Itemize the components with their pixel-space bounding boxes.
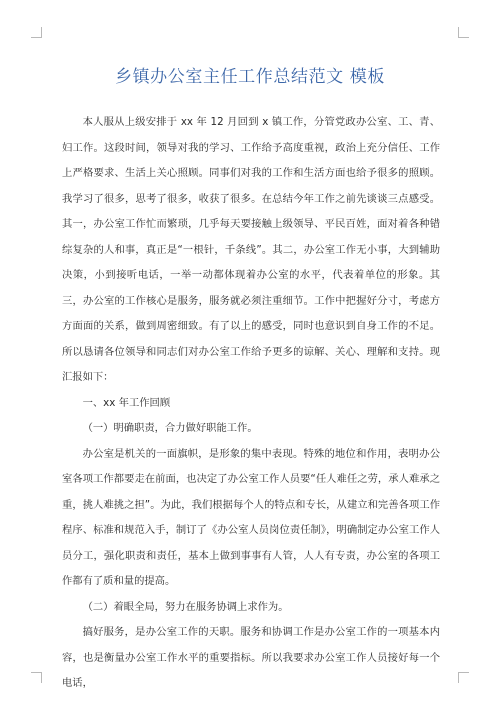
paragraph-intro: 本人服从上级安排于 xx 年 12 月回到 x 镇工作，分管党政办公室、工、青、妇工作。这段时间，领导对我的学习、工作给予高度重视，政治上充分信任、工作上严格要求、生活上关心照顾。同事们对我的工作和生活方面也给予很多的照顾。我学习了很多，思考了很多，收获了很多。在总结今年工作之前先谈谈三点感受。其一，办公室工作忙而繁琐，几乎每天要接触上级领导、平民百姓，面对着各种错综复杂的人和事，真正是“一根针，千条线”。其二，办公室工作无小事，大到辅助决策，小到接听电话，一举一动都体现着办公室的水平，代表着单位的形象。其三，办公室的工作核心是服务，服务就必须注重细节。工作中把握好分寸，考虑方方面面的关系，做到周密细致。有了以上的感受，同时也意识到自身工作的不足。所以恳请各位领导和同志们对办公室工作给予更多的谅解、关心、理解和支持。现汇报如下：	[62, 116, 440, 383]
crop-mark-top-left	[31, 27, 42, 38]
crop-mark-top-right	[458, 27, 469, 38]
section-heading-review: 一、xx 年工作回顾	[82, 396, 171, 409]
crop-mark-bottom-right	[458, 672, 469, 683]
paragraph-duties: 办公室是机关的一面旗帜，是形象的集中表现。特殊的地位和作用，表明办公室各项工作都要走在前面，也决定了办公室工作人员要“任人难任之劳，承人难承之重，挑人难挑之担”。为此，我们根据每个人的特点和专长，从建立和完善各项工作程序、标准和规范入手，制订了《办公室人员岗位责任制》，明确制定办公室工作人员分工，强化职责和责任，基本上做到事事有人管，人人有专责，办公室的各项工作都有了质和量的提高。	[62, 447, 440, 587]
paragraph-service: 搞好服务，是办公室工作的天职。服务和协调工作是办公室工作的一项基本内容，也是衡量办公室工作水平的重要指标。所以我要求办公室工作人员接好每一个电话，	[62, 626, 440, 689]
crop-mark-bottom-left	[31, 672, 42, 683]
subsection-heading-service: （二）着眼全局，努力在服务协调上求作为。	[82, 600, 289, 613]
document-title: 乡镇办公室主任工作总结范文 模板	[114, 67, 385, 87]
subsection-heading-duties: （一）明确职责，合力做好职能工作。	[82, 422, 258, 434]
document-body	[62, 110, 440, 697]
